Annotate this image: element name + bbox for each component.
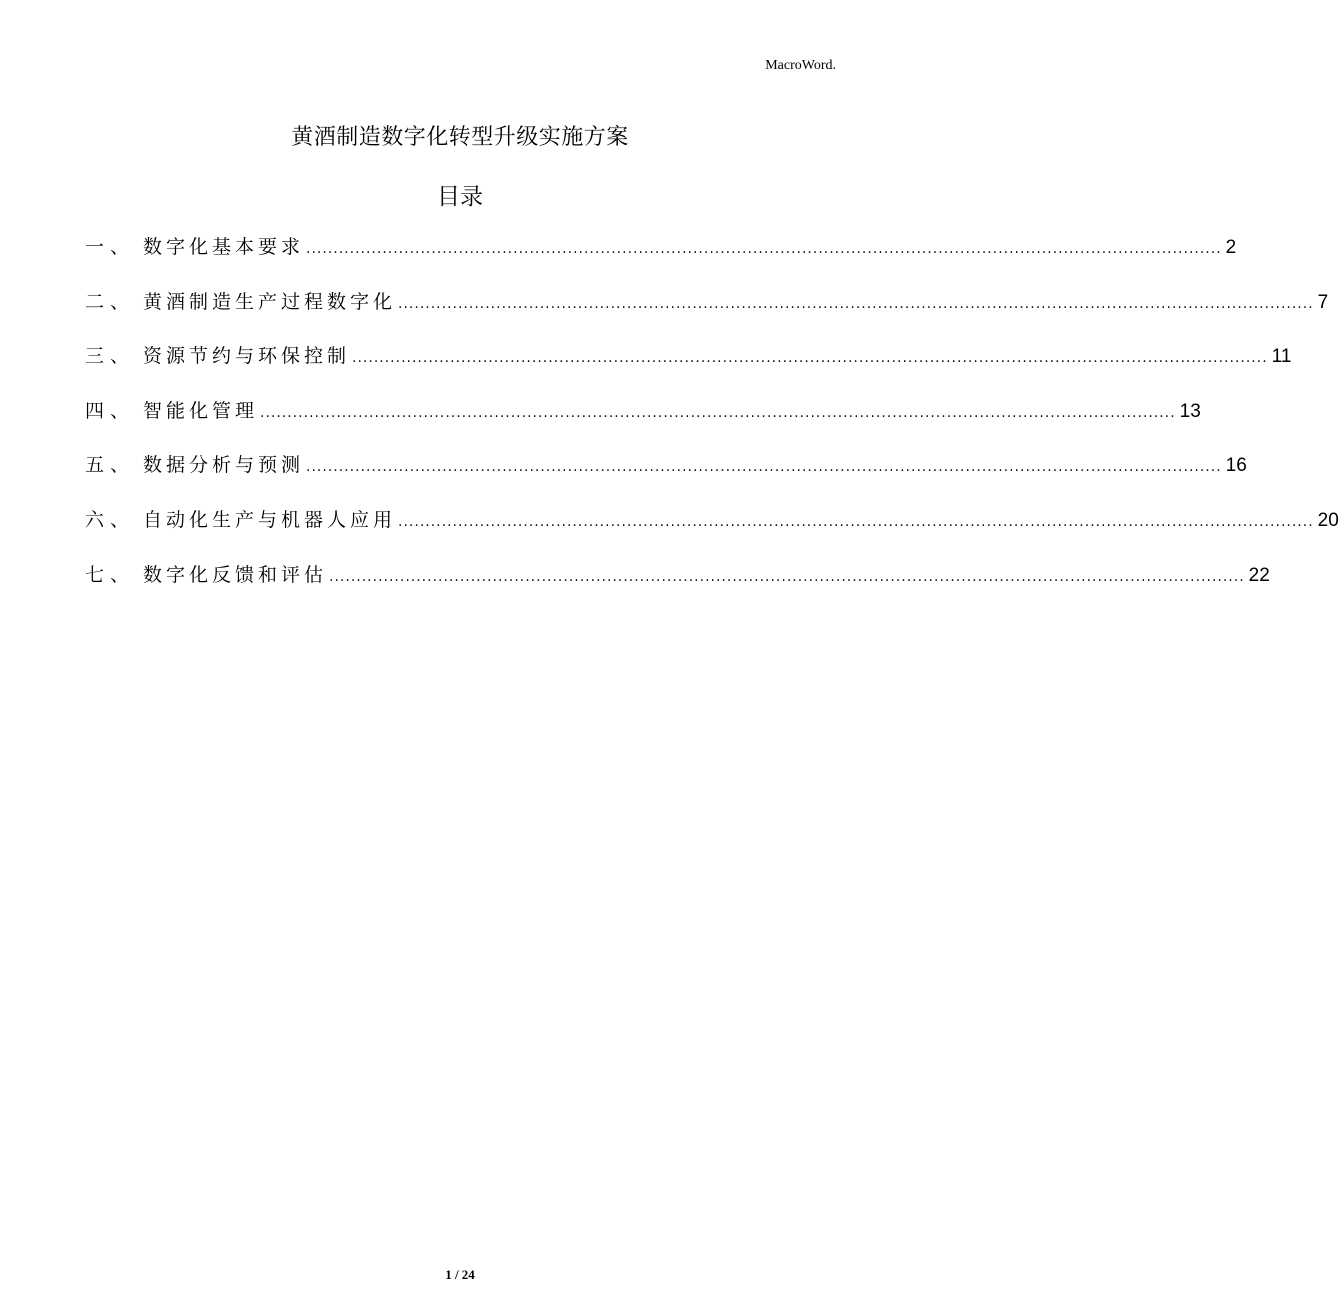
toc-entry-number: 二、	[85, 290, 136, 313]
page-number-indicator: 1 / 24	[445, 1267, 475, 1282]
toc-entry-page: 7	[1317, 291, 1329, 313]
toc-entry-page: 2	[1225, 237, 1237, 258]
toc-entry-number: 五、	[85, 454, 136, 477]
toc-heading: 目录	[437, 184, 483, 210]
toc-entry-1[interactable]	[85, 232, 1237, 287]
toc-leader-dots: ........................................................................................................................................................................	[329, 568, 1245, 585]
toc-entry-title: 自动化生产与机器人应用	[143, 508, 397, 531]
toc-entry-2[interactable]	[85, 287, 1329, 342]
toc-entry-page: 20	[1317, 509, 1339, 531]
toc-entry-4[interactable]	[85, 396, 1201, 451]
toc-entry-title: 数字化基本要求	[143, 236, 305, 258]
toc-entry-title: 数字化反馈和评估	[143, 563, 328, 586]
toc-leader-dots: ........................................................................................................................................................................	[398, 295, 1314, 312]
toc-entry-number: 六、	[85, 508, 136, 531]
toc-leader-dots: ........................................................................................................................................................................	[398, 513, 1314, 530]
toc-entry-6[interactable]	[85, 505, 1339, 560]
toc-entry-5[interactable]	[85, 450, 1247, 505]
toc-entry-number: 四、	[85, 399, 136, 422]
toc-entry-page: 22	[1248, 564, 1270, 586]
toc-leader-dots: ........................................................................................................................................................................	[260, 404, 1176, 421]
toc-entry-title: 智能化管理	[143, 399, 259, 422]
toc-entry-7[interactable]	[85, 560, 1270, 615]
toc-entry-page: 16	[1225, 455, 1247, 477]
toc-entry-3[interactable]	[85, 341, 1292, 396]
toc-entry-page: 11	[1271, 346, 1292, 368]
document-title: 黄酒制造数字化转型升级实施方案	[291, 125, 629, 150]
toc-leader-dots: ........................................................................................................................................................................	[352, 350, 1268, 367]
table-of-contents	[85, 232, 1339, 614]
toc-entry-title: 资源节约与环保控制	[143, 345, 351, 368]
toc-entry-number: 一、	[85, 236, 136, 258]
toc-leader-dots: ........................................................................................................................................................................	[306, 241, 1222, 257]
toc-leader-dots: ........................................................................................................................................................................	[306, 459, 1222, 476]
toc-entry-page: 13	[1179, 400, 1201, 422]
header-brand: MacroWord.	[765, 58, 836, 73]
toc-entry-title: 数据分析与预测	[143, 454, 305, 477]
toc-entry-number: 七、	[85, 563, 136, 586]
toc-entry-number: 三、	[85, 345, 136, 368]
toc-entry-title: 黄酒制造生产过程数字化	[143, 290, 397, 313]
